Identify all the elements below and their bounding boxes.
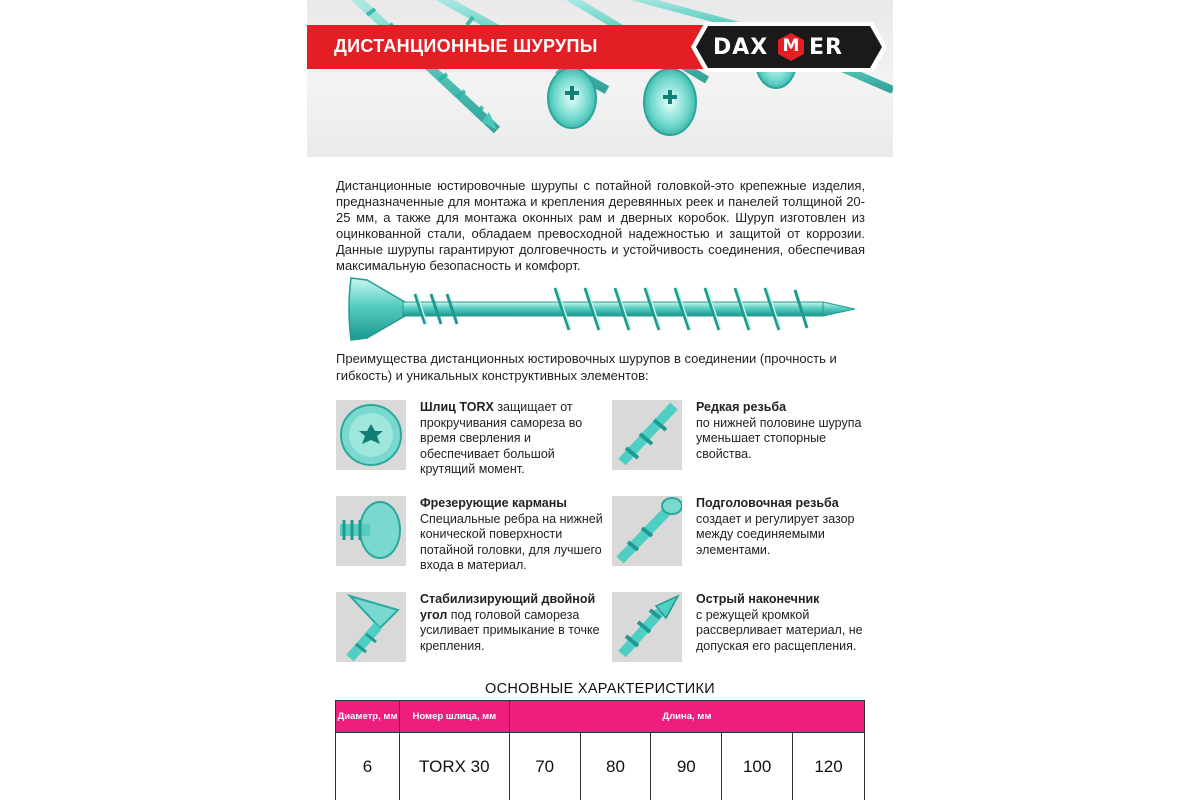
feature-text: под головой самореза усиливает примыкание в точке крепления.: [420, 607, 600, 653]
logo-text-right: ER: [809, 35, 843, 60]
length-value: 120: [793, 733, 865, 800]
feature-title: Редкая резьба: [696, 400, 787, 414]
feature-title: Фрезерующие карманы: [420, 496, 567, 510]
specs-header-row: [336, 701, 865, 733]
feature-title: Подголовочная резьба: [696, 496, 839, 510]
feature-title: Стабилизирующий двойной угол: [420, 592, 596, 622]
double-angle-icon: [336, 592, 406, 662]
screw-illustration: [345, 276, 857, 342]
torx-head-icon: [336, 400, 406, 470]
length-value: 100: [722, 733, 793, 800]
feature-rare-thread: [612, 400, 872, 470]
under-head-thread-icon: [612, 496, 682, 566]
sharp-tip-icon: [612, 592, 682, 662]
feature-text: создает и регулирует зазор между соединяемыми элементами.: [696, 511, 855, 557]
length-value: 80: [580, 733, 651, 800]
diameter-header: Диаметр, мм: [336, 701, 400, 733]
feature-double-angle: [336, 592, 606, 662]
specs-table: [335, 700, 865, 800]
feature-text: защищает от прокручивания самореза во время сверления и обеспечивает большой крутящий момент.: [420, 400, 583, 476]
feature-sharp-tip: [612, 592, 872, 662]
specs-value-row: [336, 733, 865, 800]
length-value: 90: [651, 733, 722, 800]
feature-text: Специальные ребра на нижней конической поверхности потайной головки, для лучшего входа в материал.: [420, 511, 603, 572]
feature-text: по нижней половине шурупа уменьшает стопорные свойства.: [696, 415, 862, 461]
product-sheet: [307, 0, 893, 800]
feature-title: Острый наконечник: [696, 592, 820, 606]
thread-icon: [612, 400, 682, 470]
logo-text-middle: M: [782, 36, 800, 56]
feature-title: Шлиц TORX: [420, 400, 494, 414]
feature-torx: [336, 400, 606, 478]
diameter-value: 6: [336, 733, 400, 800]
advantages-intro: Преимущества дистанционных юстировочных шурупов в соединении (прочность и гибкость) и уникальных конструктивных элементов:: [336, 351, 837, 383]
feature-under-head-thread: [612, 496, 872, 566]
feature-text: с режущей кромкой рассверливает материал, не допуская его расщепления.: [696, 607, 863, 653]
logo-hex-icon: [777, 33, 805, 61]
banner-title: ДИСТАНЦИОННЫЕ ШУРУПЫ: [334, 36, 598, 56]
banner: [307, 0, 893, 157]
logo-text-left: DAX: [713, 35, 769, 60]
brand-logo: [691, 22, 887, 72]
intro-paragraph: Дистанционные юстировочные шурупы с потайной головкой-это крепежные изделия, предназначенные для монтажа и крепления деревянных реек и панелей толщиной 20-25 мм, а также для монтажа оконных рам и дверных коробок. Шуруп изготовлен из оцинкованной стали, обладаем превосходной надежностью и защитой от коррозии. Данные шурупы гарантируют долговечность и устойчивость соединения, обеспечивая максимальную безопасность и комфорт.: [336, 178, 865, 273]
milling-pockets-icon: [336, 496, 406, 566]
slot-header: Номер шлица, мм: [399, 701, 509, 733]
slot-value: TORX 30: [399, 733, 509, 800]
specs-title: ОСНОВНЫЕ ХАРАКТЕРИСТИКИ: [484, 681, 715, 697]
length-header: Длина, мм: [509, 701, 864, 733]
length-value: 70: [509, 733, 580, 800]
feature-milling-pockets: [336, 496, 606, 574]
